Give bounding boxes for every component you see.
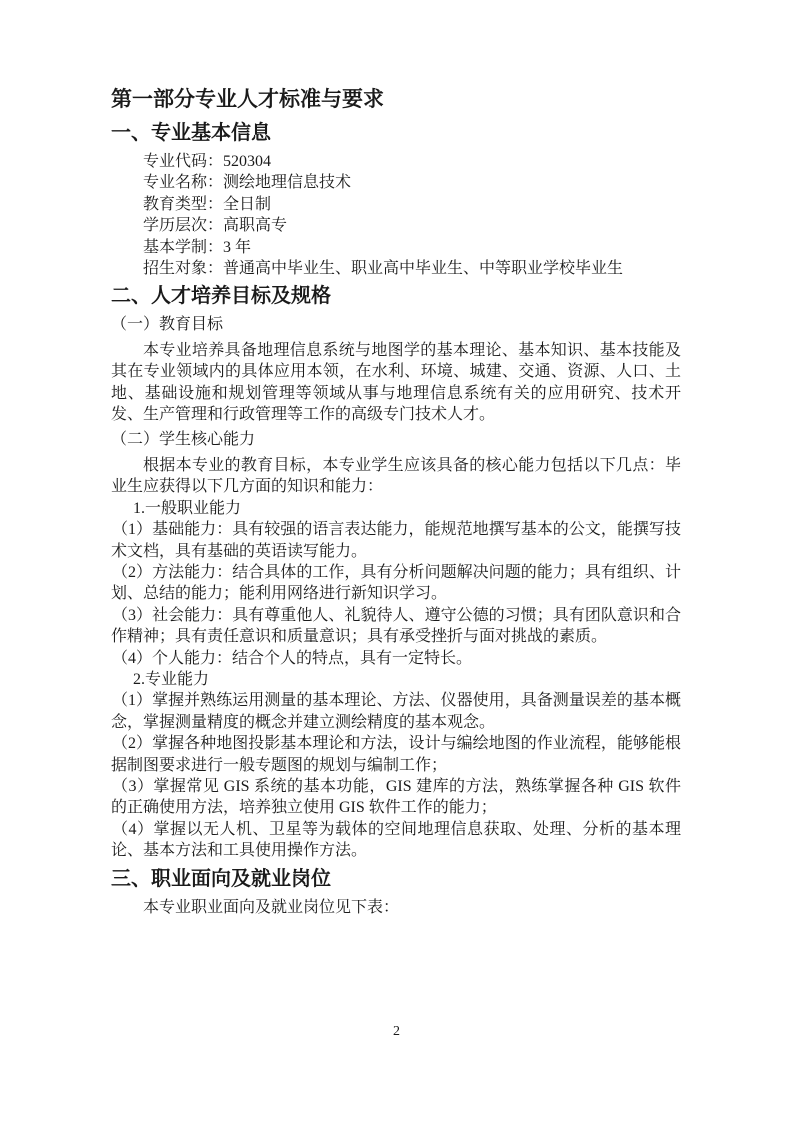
professional-ability-title: 2.专业能力 (133, 670, 210, 688)
career-intro-paragraph: 本专业职业面向及就业岗位见下表： (143, 898, 400, 916)
general-ability-item-3: （3）社会能力：具有尊重他人、礼貌待人、遵守公德的习惯；具有团队意识和合作精神；具有责任意识和质量意识；具有承受挫折与面对挑战的素质。 (111, 606, 681, 646)
section-career-heading: 三、职业面向及就业岗位 (111, 867, 331, 890)
basic-info-list (111, 151, 681, 279)
professional-ability-item-1: （1）掌握并熟练运用测量的基本理论、方法、仪器使用，具备测量误差的基本概念，掌握测量精度的概念并建立测绘精度的基本观念。 (111, 692, 681, 731)
info-education-level: 学历层次：高职高专 (143, 217, 288, 235)
core-ability-intro: 根据本专业的教育目标，本专业学生应该具备的核心能力包括以下几点：毕业生应获得以下几方面的知识和能力： (111, 456, 681, 496)
professional-ability-item-2: （2）掌握各种地图投影基本理论和方法，设计与编绘地图的作业流程，能够能根据制图要求进行一般专题图的规划与编制工作； (111, 735, 681, 774)
education-goal-paragraph: 本专业培养具备地理信息系统与地图学的基本理论、基本知识、基本技能及其在专业领域内的具体应用本领，在水利、环境、城建、交通、资源、人口、土地、基础设施和规划管理等领域从事与地理信息系统有关的应用研究、技术开发、生产管理和行政管理等工作的高级专门技术人才。 (111, 341, 681, 424)
info-schooling-years: 基本学制：3 年 (143, 238, 252, 256)
general-ability-item-2: （2）方法能力：结合具体的工作，具有分析问题解决问题的能力；具有组织、计划、总结的能力；能利用网络进行新知识学习。 (111, 563, 681, 603)
part-title: 第一部分专业人才标准与要求 (111, 88, 384, 111)
info-major-name: 专业名称：测绘地理信息技术 (143, 174, 352, 192)
professional-ability-item-3: （3）掌握常见 GIS 系统的基本功能，GIS 建库的方法，熟练掌握各种 GIS 软件的正确使用方法，培养独立使用 GIS 软件工作的能力； (111, 777, 681, 817)
info-education-type: 教育类型：全日制 (143, 195, 272, 213)
info-enrollment-target: 招生对象：普通高中毕业生、职业高中毕业生、中等职业学校毕业生 (143, 260, 624, 278)
general-ability-item-4: （4）个人能力：结合个人的特点，具有一定特长。 (112, 649, 473, 667)
section-basic-info-heading: 一、专业基本信息 (111, 122, 271, 144)
page-number: 2 (393, 1024, 400, 1039)
professional-ability-item-4: （4）掌握以无人机、卫星等为载体的空间地理信息获取、处理、分析的基本理论、基本方法和工具使用操作方法。 (111, 820, 681, 860)
info-major-code: 专业代码：520304 (143, 153, 272, 170)
general-ability-item-1: （1）基础能力：具有较强的语言表达能力，能规范地撰写基本的公文，能撰写技术文档，具有基础的英语读写能力。 (111, 521, 681, 560)
subsection-education-goal-heading: （一）教育目标 (111, 316, 224, 334)
general-ability-title: 1.一般职业能力 (133, 499, 242, 517)
subsection-core-ability-heading: （二）学生核心能力 (111, 431, 256, 449)
section-training-goals-heading: 二、人才培养目标及规格 (111, 285, 331, 308)
